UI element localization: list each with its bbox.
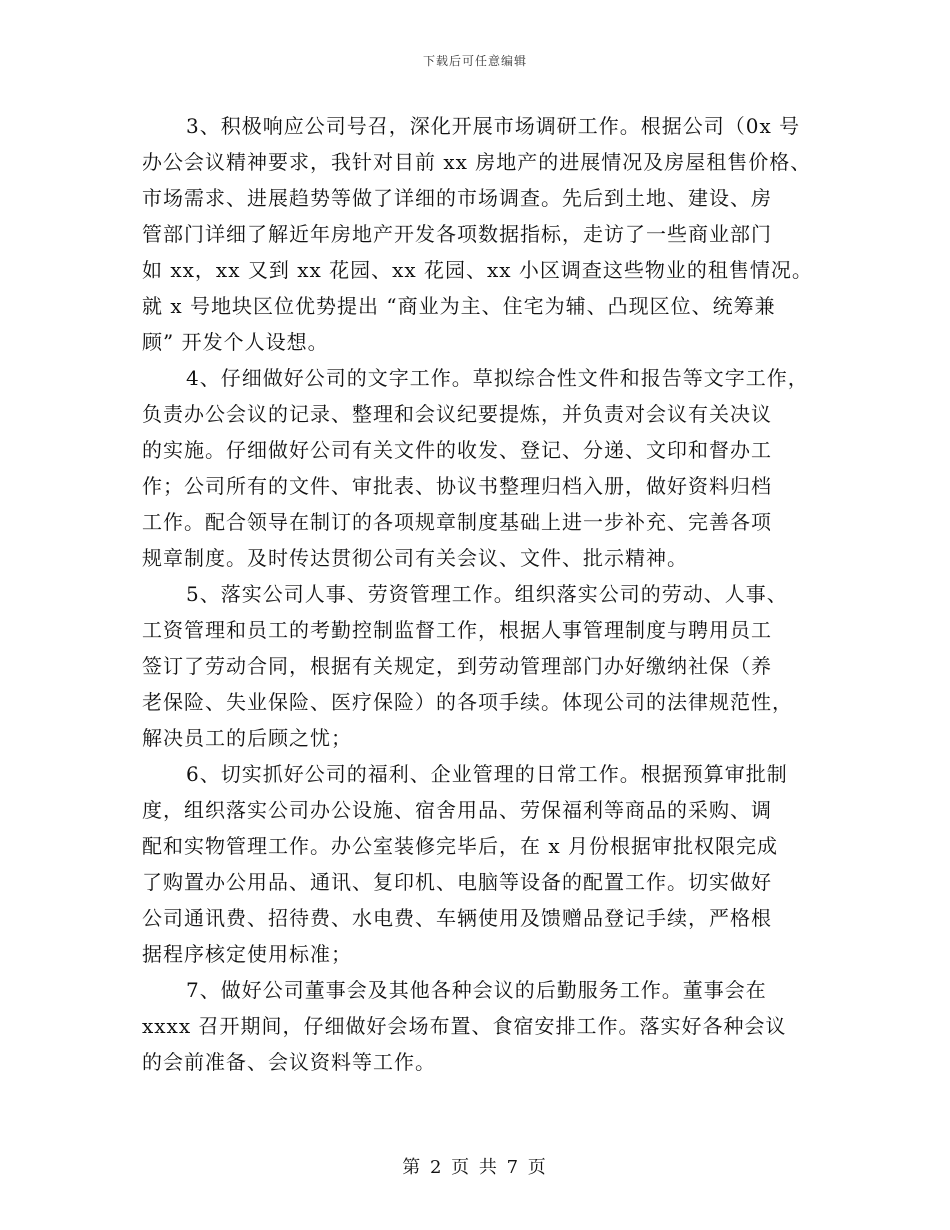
text-line: 负责办公会议的记录、整理和会议纪要提炼，并负责对会议有关决议 [142, 402, 772, 426]
text-line: 签订了劳动合同，根据有关规定，到劳动管理部门办好缴纳社保（养 [142, 654, 772, 678]
paragraph-7 [142, 972, 822, 1080]
text-line: 老保险、失业保险、医疗保险）的各项手续。体现公司的法律规范性， [142, 690, 793, 714]
text-line: 作；公司所有的文件、审批表、协议书整理归档入册，做好资料归档 [142, 474, 772, 498]
text-line: 解决员工的后顾之忧； [142, 726, 352, 750]
text-line: 据程序核定使用标准； [142, 942, 352, 966]
paragraph-4 [142, 360, 822, 576]
text-line: 办公会议精神要求，我针对目前 xx 房地产的进展情况及房屋租售价格、 [142, 150, 812, 174]
text-line: 4、仔细做好公司的文字工作。草拟综合性文件和报告等文字工作， [186, 366, 809, 390]
paragraph-3 [142, 108, 822, 360]
text-line: 6、切实抓好公司的福利、企业管理的日常工作。根据预算审批制 [186, 762, 788, 786]
text-line: 市场需求、进展趋势等做了详细的市场调查。先后到土地、建设、房 [142, 186, 772, 210]
text-line: 工作。配合领导在制订的各项规章制度基础上进一步补充、完善各项 [142, 510, 772, 534]
page-header: 下载后可任意编辑 [422, 54, 527, 68]
paragraph-6 [142, 756, 822, 972]
text-line: 5、落实公司人事、劳资管理工作。组织落实公司的劳动、人事、 [186, 582, 788, 606]
text-line: 的实施。仔细做好公司有关文件的收发、登记、分递、文印和督办工 [142, 438, 772, 462]
text-line: xxxx 召开期间，仔细做好会场布置、食宿安排工作。落实好各种会议 [142, 1014, 787, 1038]
text-line: 配和实物管理工作。办公室装修完毕后，在 x 月份根据审批权限完成 [142, 834, 778, 858]
text-line: 规章制度。及时传达贯彻公司有关会议、文件、批示精神。 [142, 546, 688, 570]
document-body [142, 108, 822, 1080]
text-line: 顾” 开发个人设想。 [142, 330, 329, 354]
text-line: 工资管理和员工的考勤控制监督工作，根据人事管理制度与聘用员工 [142, 618, 772, 642]
text-line: 度，组织落实公司办公设施、宿舍用品、劳保福利等商品的采购、调 [142, 798, 772, 822]
text-line: 如 xx，xx 又到 xx 花园、xx 花园、xx 小区调查这些物业的租售情况。 [142, 258, 813, 282]
text-line: 7、做好公司董事会及其他各种会议的后勤服务工作。董事会在 [186, 978, 767, 1002]
text-line: 的会前准备、会议资料等工作。 [142, 1050, 436, 1074]
text-line: 3、积极响应公司号召，深化开展市场调研工作。根据公司（0x 号 [186, 114, 801, 138]
text-line: 就 x 号地块区位优势提出 “商业为主、住宅为辅、凸现区位、统筹兼 [142, 294, 776, 318]
paragraph-5 [142, 576, 822, 756]
page-footer: 第 2 页 共 7 页 [402, 1157, 548, 1178]
text-line: 了购置办公用品、通讯、复印机、电脑等设备的配置工作。切实做好 [142, 870, 772, 894]
text-line: 管部门详细了解近年房地产开发各项数据指标，走访了一些商业部门 [142, 222, 772, 246]
text-line: 公司通讯费、招待费、水电费、车辆使用及馈赠品登记手续，严格根 [142, 906, 772, 930]
